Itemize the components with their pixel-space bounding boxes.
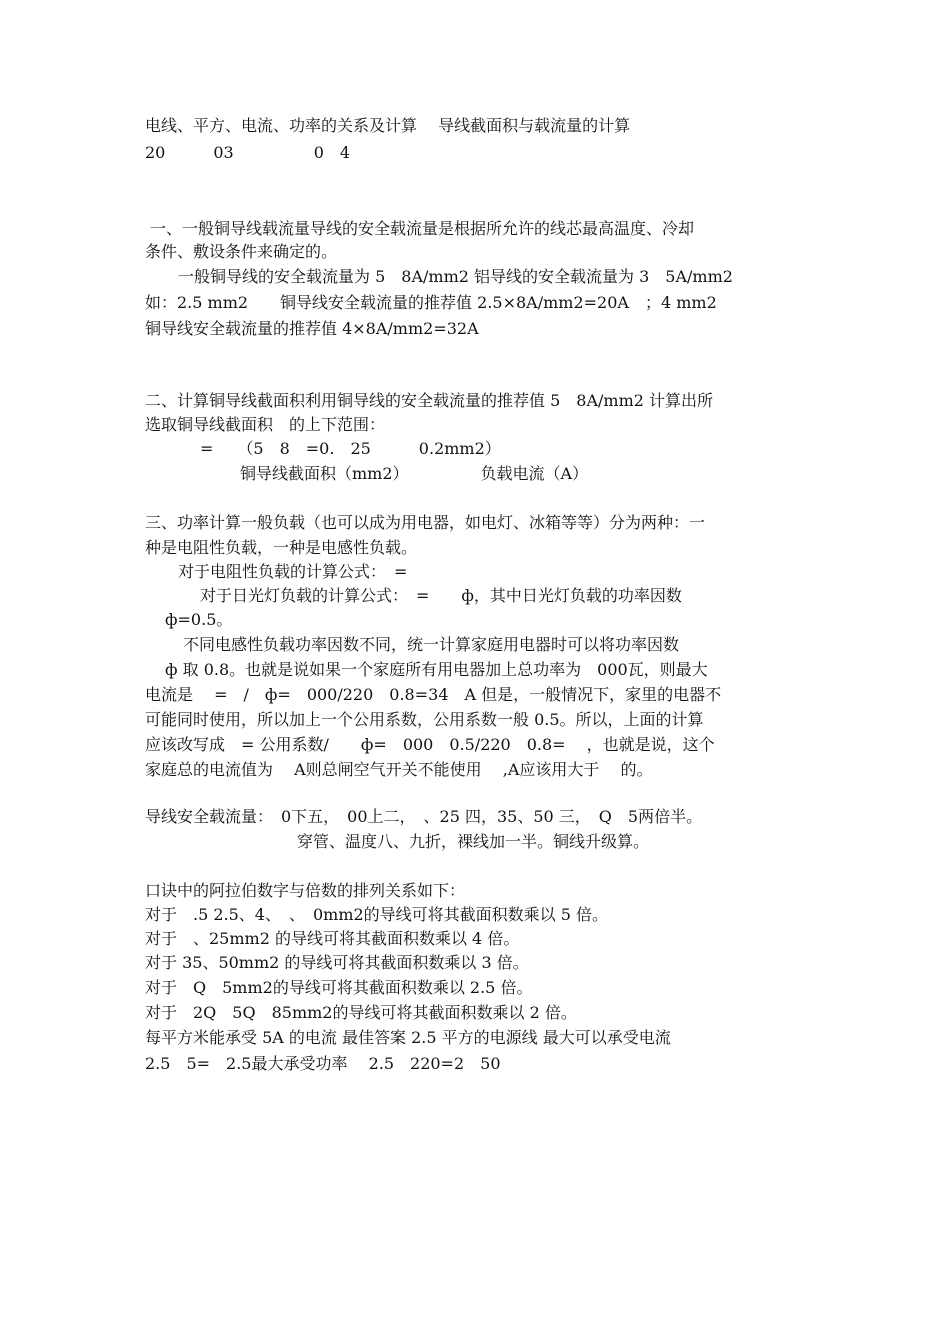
section3-line10: 应该改写成 = 公用系数/ ф= 000 0.5/220 0.8= ，也就是说，这个 bbox=[145, 735, 715, 754]
section3-line11: 家庭总的电流值为 A则总闸空气开关不能使用 ,A应该用大于 的。 bbox=[145, 760, 653, 779]
section3-line1: 三、功率计算一般负载（也可以成为用电器，如电灯、冰箱等等）分为两种：一 bbox=[145, 513, 706, 532]
section3-line3: 对于电阻性负载的计算公式： = bbox=[178, 562, 408, 581]
section3-line8: 电流是 = / ф= 000/220 0.8=34 A 但是，一般情况下，家里的电器不 bbox=[145, 685, 722, 704]
section4-line1: 口诀中的阿拉伯数字与倍数的排列关系如下： bbox=[145, 881, 466, 900]
section3-line2: 种是电阻性负载，一种是电感性负载。 bbox=[145, 538, 418, 557]
section4-line4: 对于 35、50mm2 的导线可将其截面积数乘以 3 倍。 bbox=[145, 953, 529, 972]
section2-formula: = （5 8 =0. 25 0.2mm2） bbox=[200, 439, 501, 458]
rhyme-line1: 导线安全载流量： 0下五， 00上二， 、25 四，35、50 三， Q 5两倍半。 bbox=[145, 807, 703, 826]
section1-line1: 一、一般铜导线载流量导线的安全载流量是根据所允许的线芯最高温度、冷却 bbox=[150, 219, 695, 238]
section2-line2: 选取铜导线截面积 的上下范围： bbox=[145, 415, 386, 434]
section1-line3: 一般铜导线的安全载流量为 5 8A/mm2 铝导线的安全载流量为 3 5A/mm2 bbox=[178, 267, 733, 286]
date-line: 20 03 0 4 bbox=[145, 143, 351, 162]
section1-line2: 条件、敷设条件来确定的。 bbox=[145, 242, 338, 261]
section3-line5: ф=0.5。 bbox=[165, 610, 233, 629]
section1-line4: 如：2.5 mm2 铜导线安全载流量的推荐值 2.5×8A/mm2=20A ；4 mm2 bbox=[145, 293, 717, 312]
section3-line6: 不同电感性负载功率因数不同，统一计算家庭用电器时可以将功率因数 bbox=[183, 635, 680, 654]
section3-line4: 对于日光灯负载的计算公式： = ф，其中日光灯负载的功率因数 bbox=[200, 586, 682, 605]
document-title: 电线、平方、电流、功率的关系及计算 导线截面积与载流量的计算 bbox=[145, 116, 631, 135]
section4-line7: 每平方米能承受 5A 的电流 最佳答案 2.5 平方的电源线 最大可以承受电流 bbox=[145, 1028, 671, 1047]
rhyme-line2: 穿管、温度八、九折，裸线加一半。铜线升级算。 bbox=[297, 832, 650, 851]
section4-line8: 2.5 5= 2.5最大承受功率 2.5 220=2 50 bbox=[145, 1054, 501, 1073]
section4-line6: 对于 2Q 5Q 85mm2的导线可将其截面积数乘以 2 倍。 bbox=[145, 1003, 577, 1022]
section3-line7: ф 取 0.8。也就是说如果一个家庭所有用电器加上总功率为 000瓦，则最大 bbox=[165, 660, 708, 679]
section4-line2: 对于 .5 2.5、4、 、 0mm2的导线可将其截面积数乘以 5 倍。 bbox=[145, 905, 609, 924]
section1-line5: 铜导线安全载流量的推荐值 4×8A/mm2=32A bbox=[145, 319, 479, 338]
section4-line3: 对于 、25mm2 的导线可将其截面积数乘以 4 倍。 bbox=[145, 929, 520, 948]
section2-labels: 铜导线截面积（mm2） 负载电流（A） bbox=[240, 464, 589, 483]
section4-line5: 对于 Q 5mm2的导线可将其截面积数乘以 2.5 倍。 bbox=[145, 978, 533, 997]
section2-line1: 二、计算铜导线截面积利用铜导线的安全载流量的推荐值 5 8A/mm2 计算出所 bbox=[145, 391, 714, 410]
section3-line9: 可能同时使用，所以加上一个公用系数，公用系数一般 0.5。所以，上面的计算 bbox=[145, 710, 704, 729]
